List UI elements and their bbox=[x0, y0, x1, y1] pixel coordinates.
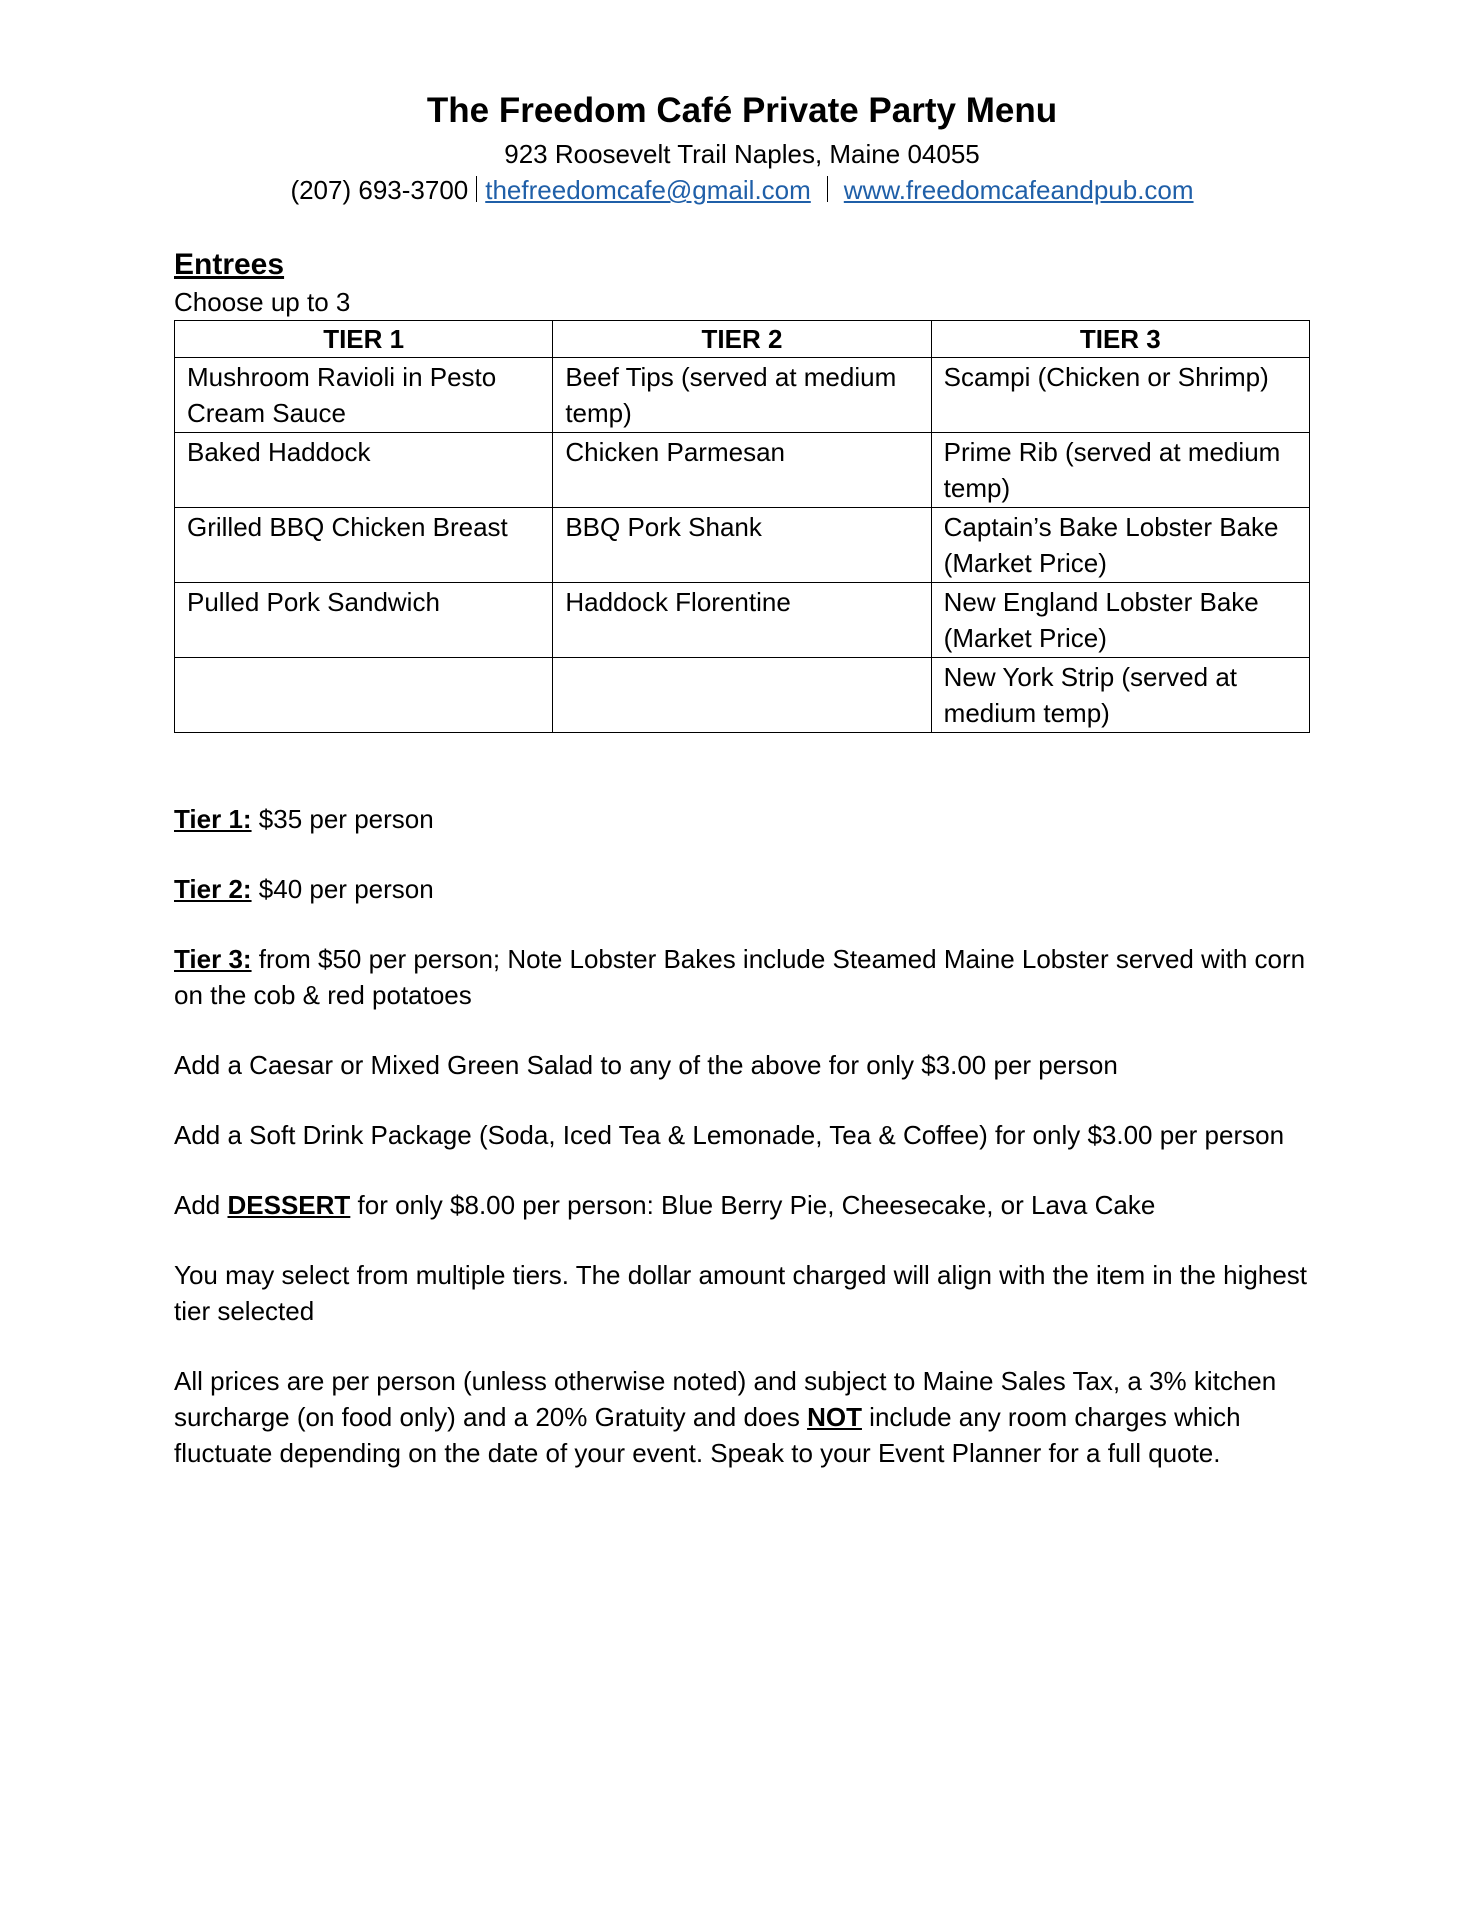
tier-1-price bbox=[174, 801, 1310, 837]
table-cell: Chicken Parmesan bbox=[553, 433, 931, 508]
menu-page bbox=[174, 88, 1310, 1471]
table-row bbox=[175, 358, 1310, 433]
pricing-note-post: include any room charges which fluctuate depending on the date of your event. Speak to your Event Planner for a full quote. bbox=[174, 1402, 1241, 1468]
pricing-note bbox=[174, 1363, 1310, 1471]
table-row bbox=[175, 658, 1310, 733]
table-cell: New York Strip (served at medium temp) bbox=[931, 658, 1309, 733]
table-cell: Baked Haddock bbox=[175, 433, 553, 508]
table-cell: Haddock Florentine bbox=[553, 583, 931, 658]
tier-2-text: $40 per person bbox=[251, 874, 434, 904]
tier-selection-note: You may select from multiple tiers. The dollar amount charged will align with the item in the highest tier selected bbox=[174, 1260, 1308, 1326]
pricing-note-pre: All prices are per person (unless otherwise noted) and subject to Maine Sales Tax, a 3% kitchen surcharge (on food only) and a 20% Gratuity and does bbox=[174, 1366, 1277, 1432]
table-cell: Beef Tips (served at medium temp) bbox=[553, 358, 931, 433]
dessert-addon bbox=[174, 1187, 1310, 1223]
tier-3-text: from $50 per person; Note Lobster Bakes include Steamed Maine Lobster served with corn on the cob & red potatoes bbox=[174, 944, 1306, 1010]
dessert-pre: Add bbox=[174, 1190, 228, 1220]
table-cell bbox=[175, 658, 553, 733]
table-cell: Prime Rib (served at medium temp) bbox=[931, 433, 1309, 508]
entrees-table bbox=[174, 320, 1310, 733]
table-cell: Captain’s Bake Lobster Bake (Market Price) bbox=[931, 508, 1309, 583]
pricing-note-not: NOT bbox=[807, 1402, 862, 1432]
tier-1-label: Tier 1: bbox=[174, 804, 252, 834]
tier-3-price bbox=[174, 941, 1310, 1013]
divider bbox=[827, 176, 828, 202]
column-header-tier-1: TIER 1 bbox=[175, 321, 553, 358]
tier-2-price bbox=[174, 871, 1310, 907]
table-row bbox=[175, 508, 1310, 583]
page-title: The Freedom Café Private Party Menu bbox=[426, 91, 1058, 130]
table-cell: Mushroom Ravioli in Pesto Cream Sauce bbox=[175, 358, 553, 433]
entrees-heading: Entrees bbox=[174, 248, 285, 281]
table-row bbox=[175, 433, 1310, 508]
table-cell: Pulled Pork Sandwich bbox=[175, 583, 553, 658]
dessert-post: for only $8.00 per person: Blue Berry Pie, Cheesecake, or Lava Cake bbox=[350, 1190, 1156, 1220]
entrees-instruction: Choose up to 3 bbox=[174, 287, 351, 317]
dessert-label: DESSERT bbox=[227, 1190, 351, 1220]
table-cell: New England Lobster Bake (Market Price) bbox=[931, 583, 1309, 658]
table-cell bbox=[553, 658, 931, 733]
drink-addon: Add a Soft Drink Package (Soda, Iced Tea & Lemonade, Tea & Coffee) for only $3.00 per person bbox=[174, 1120, 1285, 1150]
table-header-row bbox=[175, 321, 1310, 358]
tier-2-label: Tier 2: bbox=[174, 874, 252, 904]
tier-3-label: Tier 3: bbox=[174, 944, 252, 974]
tier-1-text: $35 per person bbox=[251, 804, 434, 834]
divider bbox=[476, 176, 477, 202]
website-link[interactable]: www.freedomcafeandpub.com bbox=[843, 175, 1194, 205]
table-cell: Scampi (Chicken or Shrimp) bbox=[931, 358, 1309, 433]
phone-number: (207) 693-3700 bbox=[290, 175, 469, 205]
contact-line bbox=[174, 172, 1310, 208]
column-header-tier-3: TIER 3 bbox=[931, 321, 1309, 358]
table-cell: BBQ Pork Shank bbox=[553, 508, 931, 583]
email-link[interactable]: thefreedomcafe@gmail.com bbox=[485, 175, 811, 205]
table-cell: Grilled BBQ Chicken Breast bbox=[175, 508, 553, 583]
table-row bbox=[175, 583, 1310, 658]
column-header-tier-2: TIER 2 bbox=[553, 321, 931, 358]
salad-addon: Add a Caesar or Mixed Green Salad to any of the above for only $3.00 per person bbox=[174, 1050, 1118, 1080]
address: 923 Roosevelt Trail Naples, Maine 04055 bbox=[504, 139, 980, 169]
